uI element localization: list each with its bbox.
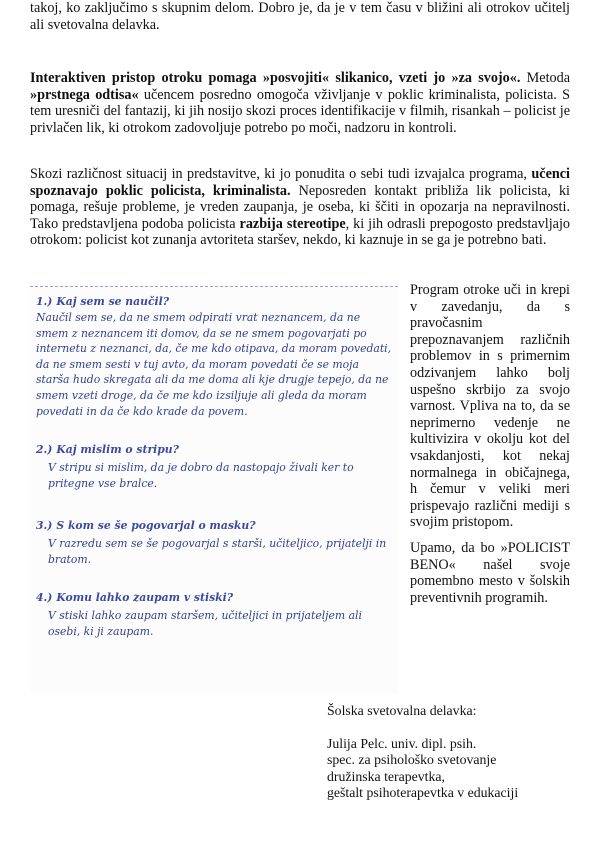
handwritten-worksheet-image bbox=[30, 282, 398, 694]
worksheet-answer-2: V stripu si mislim, da je dobro da nastopajo živali ker to pritegne vse bralce. bbox=[48, 461, 354, 490]
worksheet-answer-4: V stiski lahko zaupam staršem, učiteljici in prijateljem ali osebi, ki ji zaupam. bbox=[48, 609, 362, 638]
stereotype-bold-1: učenci spoznavajo poklic policista, kriminalista. bbox=[30, 166, 570, 199]
worksheet-top-rule bbox=[30, 286, 398, 287]
signature-role: Šolska svetovalna delavka: bbox=[327, 703, 477, 718]
method-bold-fingerprint: »prstnega odtisa« bbox=[30, 86, 139, 103]
signature-title-1: spec. za psihološko svetovanje bbox=[327, 752, 497, 768]
worksheet-question-4: 4.) Komu lahko zaupam v stiski? bbox=[36, 591, 234, 604]
method-bold-lead: Interaktiven pristop otroku pomaga »posvojiti« slikanico, vzeti jo »za svojo«. bbox=[30, 70, 521, 86]
method-text-2: učencem posredno omogoča vživljanje v poklic kriminalista, policista. S tem uresniči del fantazij, ki jih nosijo skozi proces identifikacije v filmih, risankah – policist je privlačen lik, ki otrokom zadovoljuje potrebo po moči, nadzoru in kontroli. bbox=[30, 86, 570, 136]
stereotype-text-1: Skozi različnost situacij in predstavitve, ki jo ponudita o sebi tudi izvajalca programa, bbox=[30, 166, 532, 182]
signature-title-3: geštalt psihoterapevtka v edukaciji bbox=[327, 785, 519, 801]
worksheet-question-2: 2.) Kaj mislim o stripu? bbox=[36, 443, 179, 456]
worksheet-answer-1: Naučil sem se, da ne smem odpirati vrat neznancem, da ne smem z neznancem iti domov, da se ne smem pogovarjati po internetu z neznanci, da, če me kdo otipava, da moram povedati, da ne smem sesti v tuj avto, da moram povedati če se moja starša hudo skregata ali da me doma ali kje drugje tepejo, da ne smem vzeti droge, da če me kdo izsiljuje ali gleda da moram povedati in da če kdo krade da povem. bbox=[36, 311, 392, 418]
program-hope: Upamo, da bo »POLICIST BENO« našel svoje pomembno mesto v šolskih preventivnih programih. bbox=[410, 540, 570, 606]
stereotype-text-2: Neposreden kontakt približa lik policista, ki pomaga, rešuje probleme, je vreden zaupanja, je oseba, ki ščiti in opozarja na nepravilnosti. Tako predstavljena podoba policista bbox=[30, 182, 570, 232]
stereotype-text-3: , ki jih odrasli prepogosto predstavljajo otrokom: policist kot zunanja avtoriteta staršev, nekdo, ki kaznuje in se ga je potrebno bati. bbox=[30, 215, 570, 249]
stereotype-bold-2: razbija stereotipe bbox=[239, 215, 346, 232]
method-paragraph bbox=[30, 70, 570, 136]
intro-paragraph bbox=[30, 0, 570, 33]
signature-name: Julija Pelc. univ. dipl. psih. bbox=[327, 736, 477, 751]
intro-text: takoj, ko zaključimo s skupnim delom. Dobro je, da je v tem času v bližini ali otrokov učitelj ali svetovalna delavka. bbox=[30, 0, 570, 33]
signature-title-2: družinska terapevtka, bbox=[327, 768, 445, 784]
method-text-1: Metoda bbox=[520, 70, 570, 86]
signature-block bbox=[327, 736, 587, 802]
program-description: Program otroke uči in krepi v zavedanju, da s pravočasnim prepoznavanjem različnih problemov in s primernim odzivanjem lahko bolj uspešno skrbijo za svojo varnost. Vpliva na to, da se neprimerno vedenje ne kultivizira v okolju kot del vsakdanjosti, kot nekaj normalnega in običajnega, h čemur v veliki meri prispevajo različni mediji s svojim pristopom. bbox=[410, 282, 570, 531]
worksheet-question-1: 1.) Kaj sem se naučil? bbox=[36, 295, 170, 308]
stereotype-paragraph bbox=[30, 166, 570, 249]
worksheet-answer-3: V razredu sem se še pogovarjal s starši, učiteljico, prijatelji in bratom. bbox=[48, 537, 387, 566]
worksheet-question-3: 3.) S kom se še pogovarjal o masku? bbox=[36, 519, 256, 532]
